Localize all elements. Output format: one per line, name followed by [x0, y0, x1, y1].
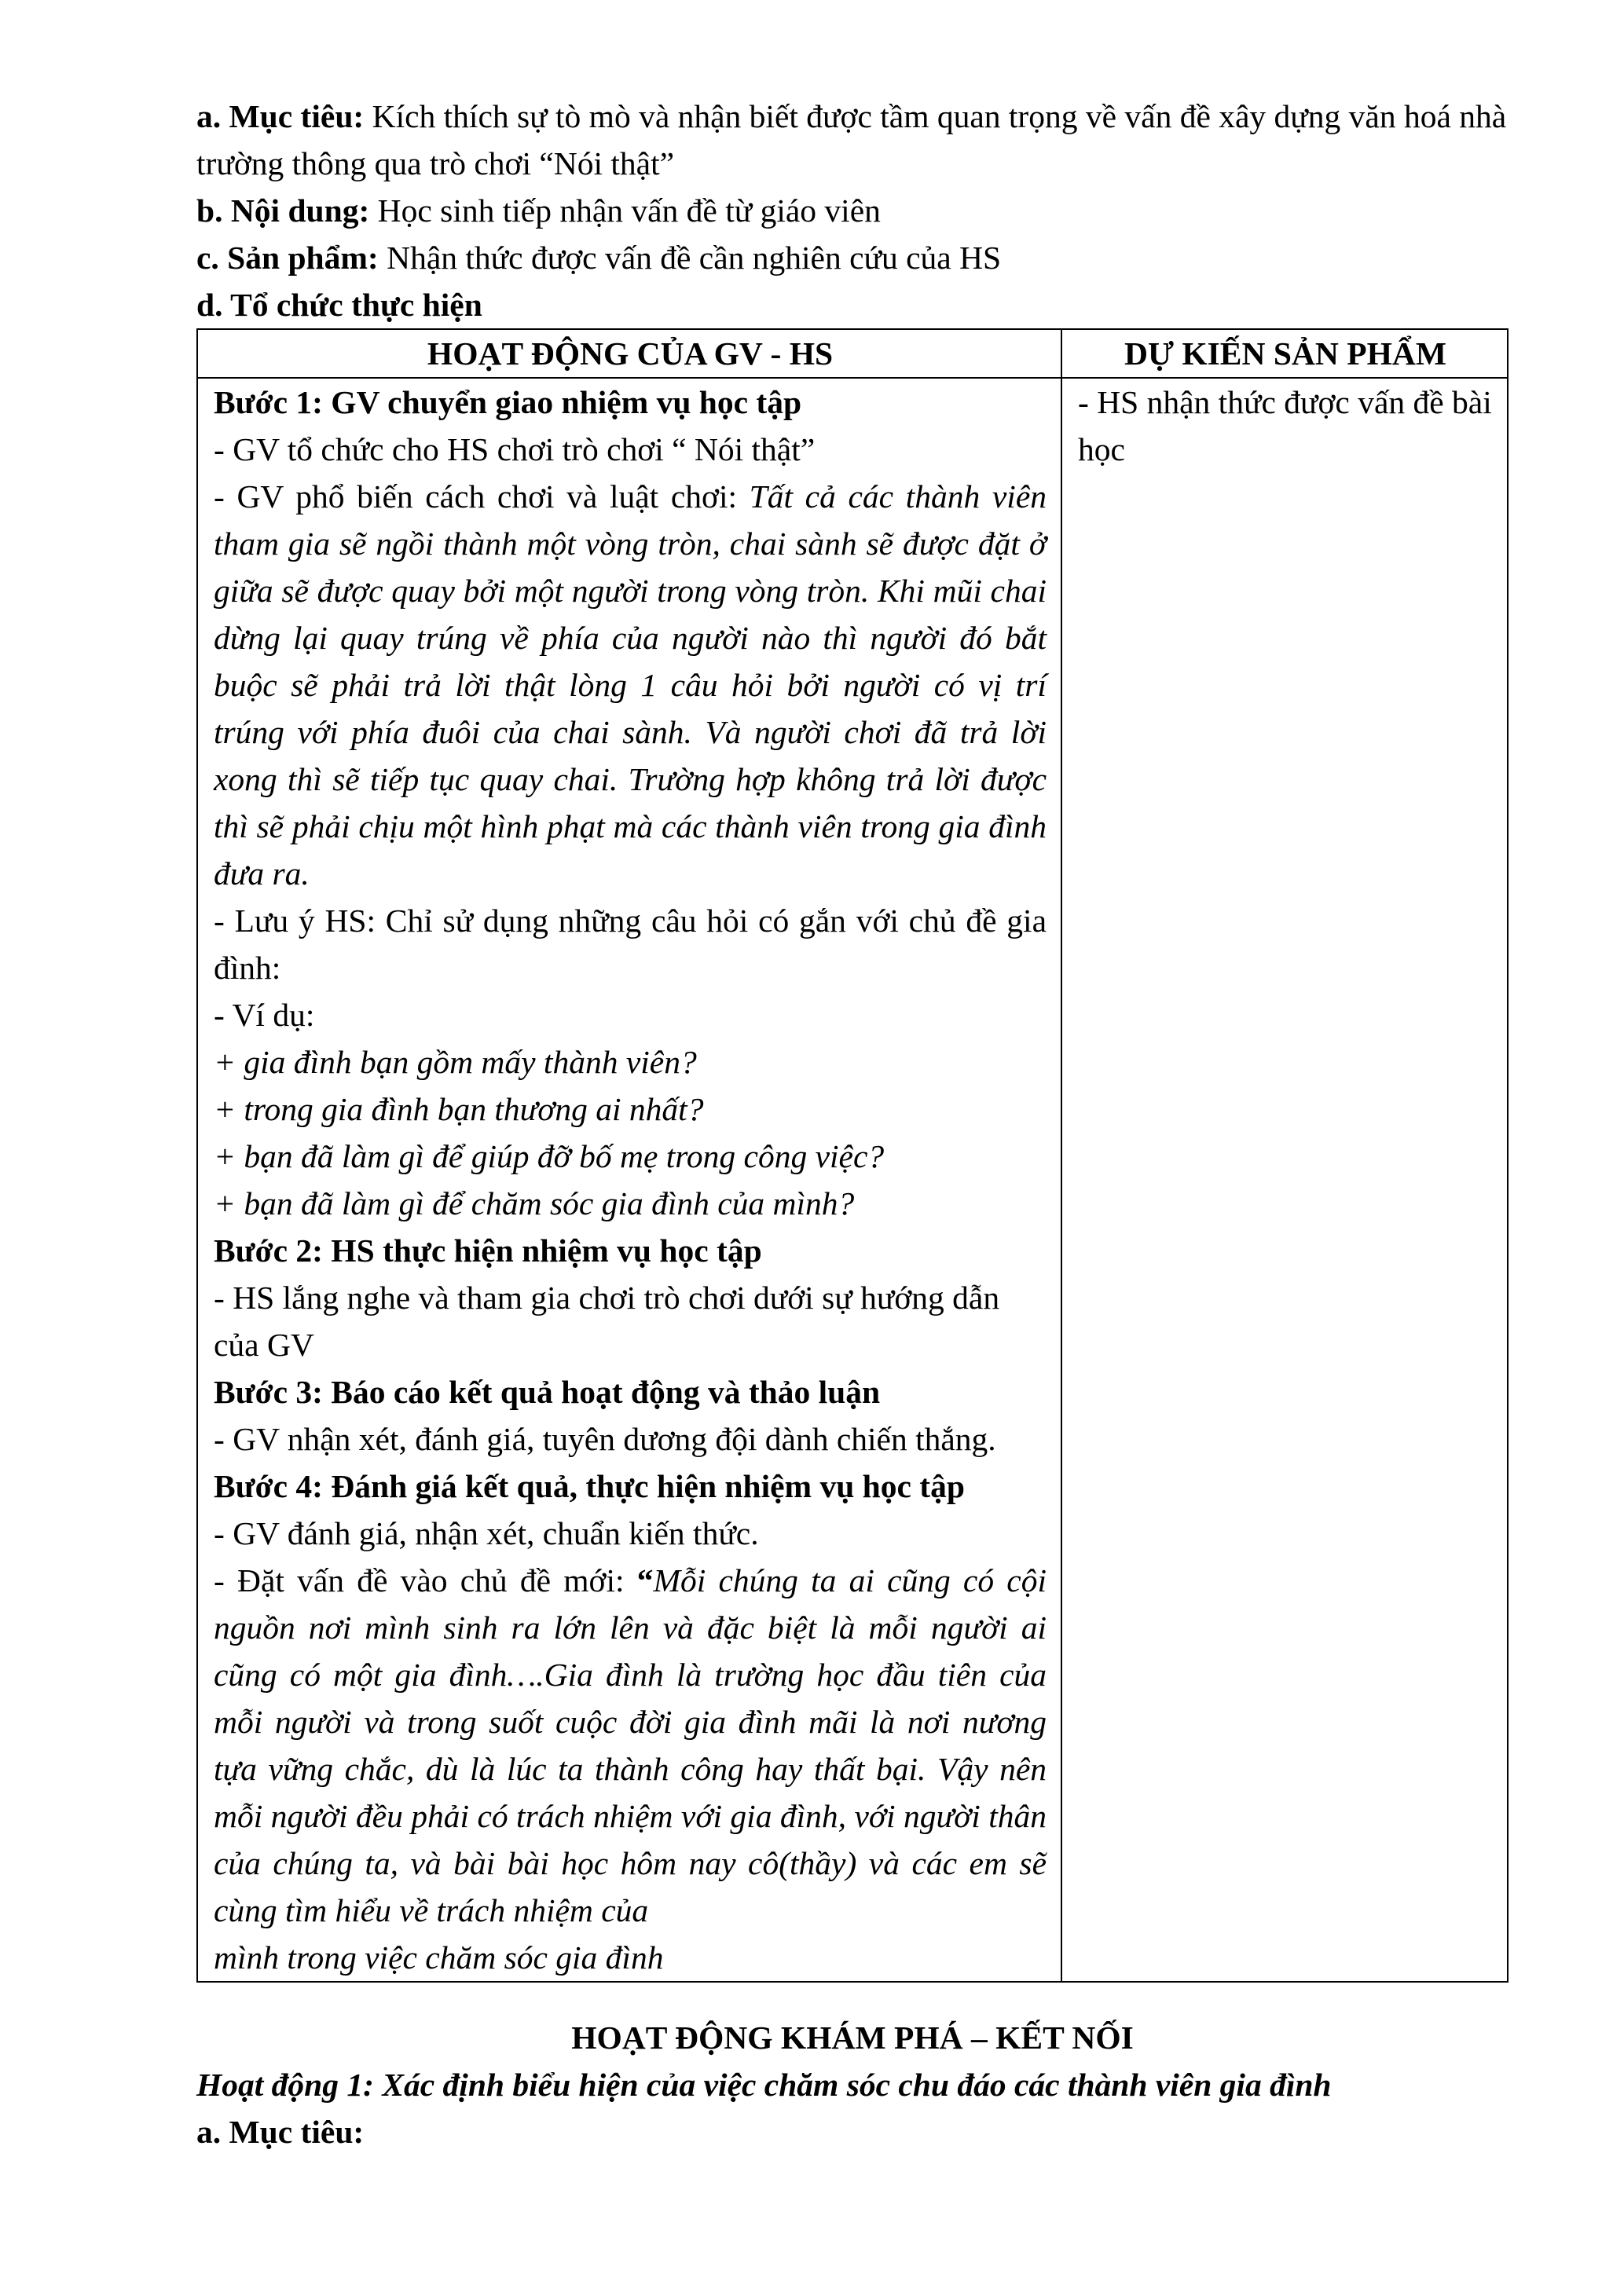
rules-lead: - GV phổ biến cách chơi và luật chơi: [214, 478, 750, 514]
table-header-row [197, 329, 1508, 378]
activity-table [196, 328, 1509, 1983]
objective-paragraph [196, 93, 1509, 187]
example-text: + gia đình bạn gồm mấy thành viên? [214, 1044, 697, 1080]
example-item [214, 1180, 1047, 1227]
new-topic-ending [214, 1934, 1047, 1981]
new-topic-paragraph [214, 1557, 1047, 1934]
note-paragraph: - Lưu ý HS: Chỉ sử dụng những câu hỏi có gắn với chủ đề gia đình: [214, 903, 1047, 986]
content-paragraph [196, 187, 1509, 234]
section-heading-text: HOẠT ĐỘNG KHÁM PHÁ – KẾT NỐI [571, 2020, 1134, 2056]
organization-label: d. Tổ chức thực hiện [196, 287, 482, 323]
example-text: + bạn đã làm gì để chăm sóc gia đình của mình? [214, 1185, 855, 1221]
open-quote: “ [636, 1562, 654, 1598]
objective-heading-text: a. Mục tiêu: [196, 2114, 365, 2150]
product-text: Nhận thức được vấn đề cần nghiên cứu của HS [378, 240, 1002, 276]
objective-label: a. Mục tiêu: [196, 98, 365, 134]
step1-title [214, 379, 1047, 426]
step3-paragraph: - GV nhận xét, đánh giá, tuyên dương đội dành chiến thắng. [214, 1421, 996, 1457]
objective-text: Kích thích sự tò mò và nhận biết được tầm quan trọng về vấn đề xây dựng văn hoá nhà trường thông qua trò chơi “Nói thật” [196, 98, 1507, 181]
header-expected-product: DỰ KIẾN SẢN PHẨM [1061, 329, 1508, 378]
product-label: c. Sản phẩm: [196, 240, 379, 276]
section-heading [196, 2014, 1509, 2061]
document-page [196, 93, 1509, 2155]
new-topic-lead: - Đặt vấn đề vào chủ đề mới: [214, 1562, 637, 1598]
step4-title-text: Bước 4: Đánh giá kết quả, thực hiện nhiệm vụ học tập [214, 1468, 965, 1504]
activity-title-text: Hoạt động 1: Xác định biểu hiện của việc chăm sóc chu đáo các thành viên gia đình [196, 2067, 1332, 2103]
step1-title-text: Bước 1: GV chuyển giao nhiệm vụ học tập [214, 384, 802, 420]
example-text: + bạn đã làm gì để giúp đỡ bố mẹ trong công việc? [214, 1138, 885, 1174]
rules-text: Tất cả các thành viên tham gia sẽ ngồi thành một vòng tròn, chai sành sẽ được đặt ở giữa sẽ được quay bởi một người trong vòng tròn. Khi mũi chai dừng lại quay trúng về phía của người nào thì người đó bắt buộc sẽ phải trả lời thật lòng 1 câu hỏi bởi người có vị trí trúng với phía đuôi của chai sành. Và người chơi đã trả lời xong thì sẽ tiếp tục quay chai. Trường hợp không trả lời được thì sẽ phải chịu một hình phạt mà các thành viên trong gia đình đưa ra. [214, 478, 1047, 892]
step3-title [214, 1368, 1047, 1415]
organization-heading [196, 281, 1509, 328]
objective-heading [196, 2108, 1509, 2155]
content-label: b. Nội dung: [196, 192, 370, 229]
activity-title [196, 2061, 1509, 2108]
step2-paragraph: - HS lắng nghe và tham gia chơi trò chơi dưới sự hướng dẫn của GV [214, 1280, 1000, 1363]
product-cell: - HS nhận thức được vấn đề bài học [1061, 378, 1508, 1982]
example-text: + trong gia đình bạn thương ai nhất? [214, 1091, 704, 1127]
header-activities: HOẠT ĐỘNG CỦA GV - HS [197, 329, 1061, 378]
example-item [214, 1133, 1047, 1180]
table-row [197, 378, 1508, 1982]
new-topic-text: Mỗi chúng ta ai cũng có cội nguồn nơi mình sinh ra lớn lên và đặc biệt là mỗi người ai cũng có một gia đình….Gia đình là trường học đầu tiên của mỗi người và trong suốt cuộc đời gia đình mãi là nơi nương tựa vững chắc, dù là lúc ta thành công hay thất bại. Vậy nên mỗi người đều phải có trách nhiệm với gia đình, với người thân của chúng ta, và bài bài học hôm nay cô(thầy) và các em sẽ cùng tìm hiểu về trách nhiệm của [214, 1562, 1047, 1928]
example-item [214, 1086, 1047, 1133]
step1-paragraph: - GV tổ chức cho HS chơi trò chơi “ Nói thật” [214, 431, 816, 467]
activities-cell [197, 378, 1061, 1982]
rules-paragraph [214, 473, 1047, 897]
step4-paragraph: - GV đánh giá, nhận xét, chuẩn kiến thức. [214, 1515, 759, 1551]
step2-title-text: Bước 2: HS thực hiện nhiệm vụ học tập [214, 1232, 762, 1269]
new-topic-ending-text: mình trong việc chăm sóc gia đình [214, 1939, 664, 1976]
content-text: Học sinh tiếp nhận vấn đề từ giáo viên [369, 192, 881, 229]
step3-title-text: Bước 3: Báo cáo kết quả hoạt động và thảo luận [214, 1374, 881, 1410]
product-paragraph [196, 234, 1509, 281]
example-item [214, 1038, 1047, 1086]
step4-title [214, 1463, 1047, 1510]
example-label: - Ví dụ: [214, 997, 315, 1033]
step2-title [214, 1227, 1047, 1274]
